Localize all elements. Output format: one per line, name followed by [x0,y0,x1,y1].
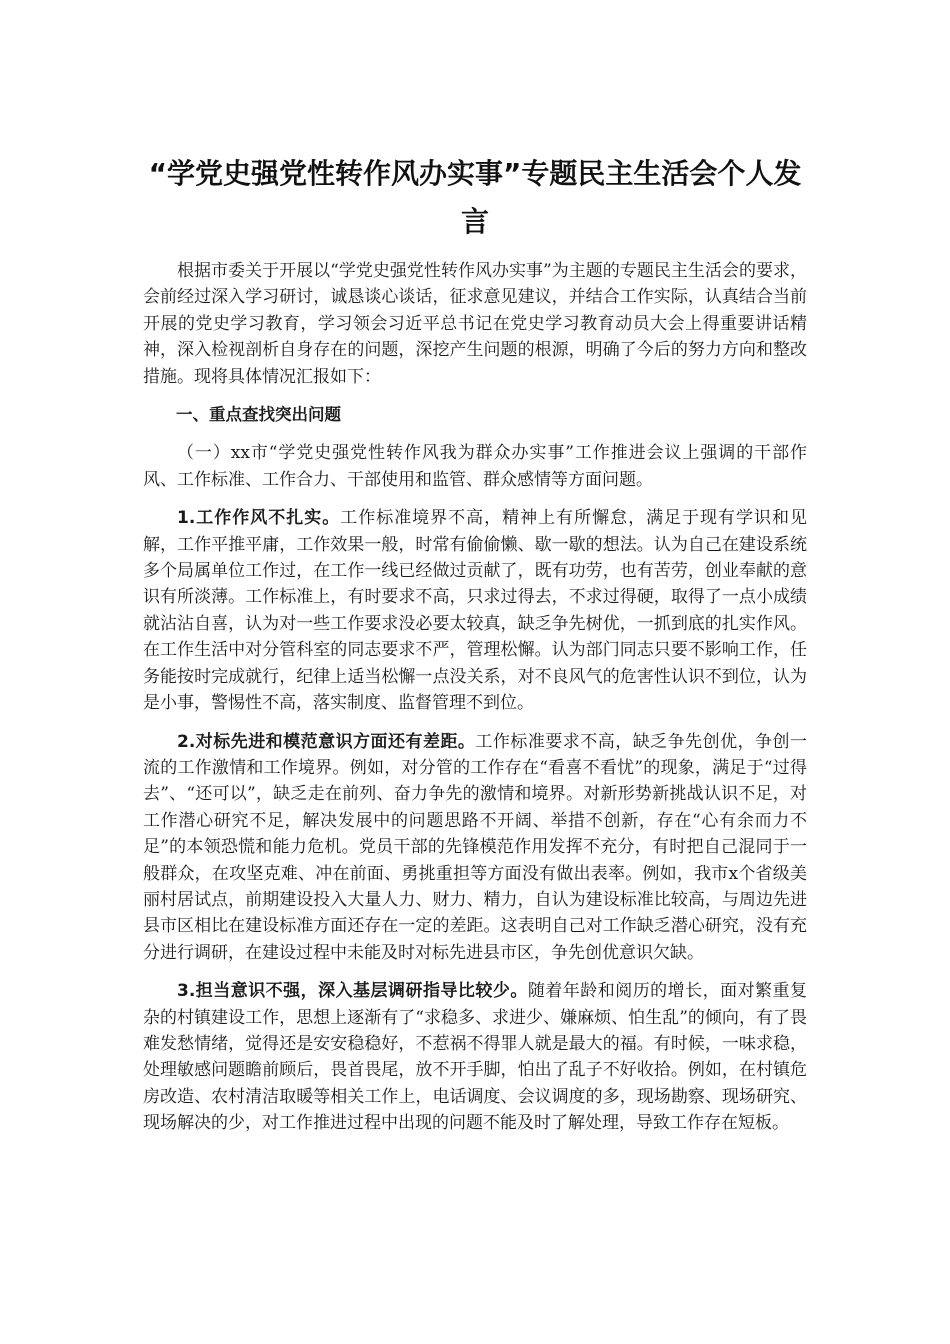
item-body-3: 随着年龄和阅历的增长，面对繁重复杂的村镇建设工作，思想上逐渐有了“求稳多、求进少、嫌麻烦、怕生乱”的倾向，有了畏难发愁情绪，觉得还是安安稳稳好，不惹祸不得罪人就是最大的福。有时候，一味求稳，处理敏感问题瞻前顾后，畏首畏尾，放不开手脚，怕出了乱子不好收拾。例如，在村镇危房改造、农村清洁取暖等相关工作上，电话调度、会议调度的多，现场勘察、现场研究、现场解决的少，对工作推进过程中出现的问题不能及时了解处理，导致工作存在短板。 [143,981,808,1134]
item-lead-2: 2.对标先进和模范意识方面还有差距。 [177,731,476,752]
item-paragraph-3 [143,978,807,1136]
subsection-paragraph: （一）xx市“学党史强党性转作风我为群众办实事”工作推进会议上强调的干部作风、工作标准、工作合力、干部使用和监管、群众感情等方面问题。 [143,443,807,490]
item-lead-3: 3.担当意识不强，深入基层调研指导比较少。 [177,981,528,1002]
item-lead-1: 1.工作作风不扎实。 [177,508,341,529]
item-body-2: 工作标准要求不高，缺乏争先创优，争创一流的工作激情和工作境界。例如，对分管的工作存在“看喜不看忧”的现象，满足于“过得去”、“还可以”，缺乏走在前列、奋力争先的激情和境界。对新形势新挑战认识不足，对工作潜心研究不足，解决发展中的问题思路不开阔、举措不创新，存在“心有余而力不足”的本领恐慌和能力危机。党员干部的先锋模范作用发挥不充分，有时把自己混同于一般群众，在攻坚克难、冲在前面、勇挑重担等方面没有做出表率。例如，我市x个省级美丽村居试点，前期建设投入大量人力、财力、精力，自认为建设标准比较高，与周边先进县市区相比在建设标准方面还存在一定的差距。这表明自己对工作缺乏潜心研究，没有充分进行调研，在建设过程中未能及时对标先进县市区，争先创优意识欠缺。 [143,731,807,963]
intro-paragraph: 根据市委关于开展以“学党史强党性转作风办实事”为主题的专题民主生活会的要求，会前经过深入学习研讨，诚恳谈心谈话，征求意见建议，并结合工作实际，认真结合当前开展的党史学习教育，学习领会习近平总书记在党史学习教育动员大会上得重要讲话精神，深入检视剖析自身存在的问题，深挖产生问题的根源，明确了今后的努力方向和整改措施。现将具体情况汇报如下： [143,261,807,387]
section-heading: 一、重点查找突出问题 [176,405,341,425]
document-title: “学党史强党性转作风办实事”专题民主生活会个人发言 [148,157,802,238]
item-paragraph-2 [143,729,807,967]
item-body-1: 工作标准境界不高，精神上有所懈怠，满足于现有学识和见解，工作平推平庸，工作效果一般，时常有偷偷懒、歇一歇的想法。认为自己在建设系统多个局属单位工作过，在工作一线已经做过贡献了，既有功劳，也有苦劳，创业奉献的意识有所淡薄。工作标准上，有时要求不高，只求过得去，不求过得硬，取得了一点小成绩就沾沾自喜，认为对一些工作要求没必要太较真，缺乏争先树优，一抓到底的扎实作风。在工作生活中对分管科室的同志要求不严，管理松懈。认为部门同志只要不影响工作，任务能按时完成就行，纪律上适当松懈一点没关系，对不良风气的危害性认识不到位，认为是小事，警惕性不高，落实制度、监督管理不到位。 [143,508,807,714]
item-paragraph-1 [143,505,807,716]
